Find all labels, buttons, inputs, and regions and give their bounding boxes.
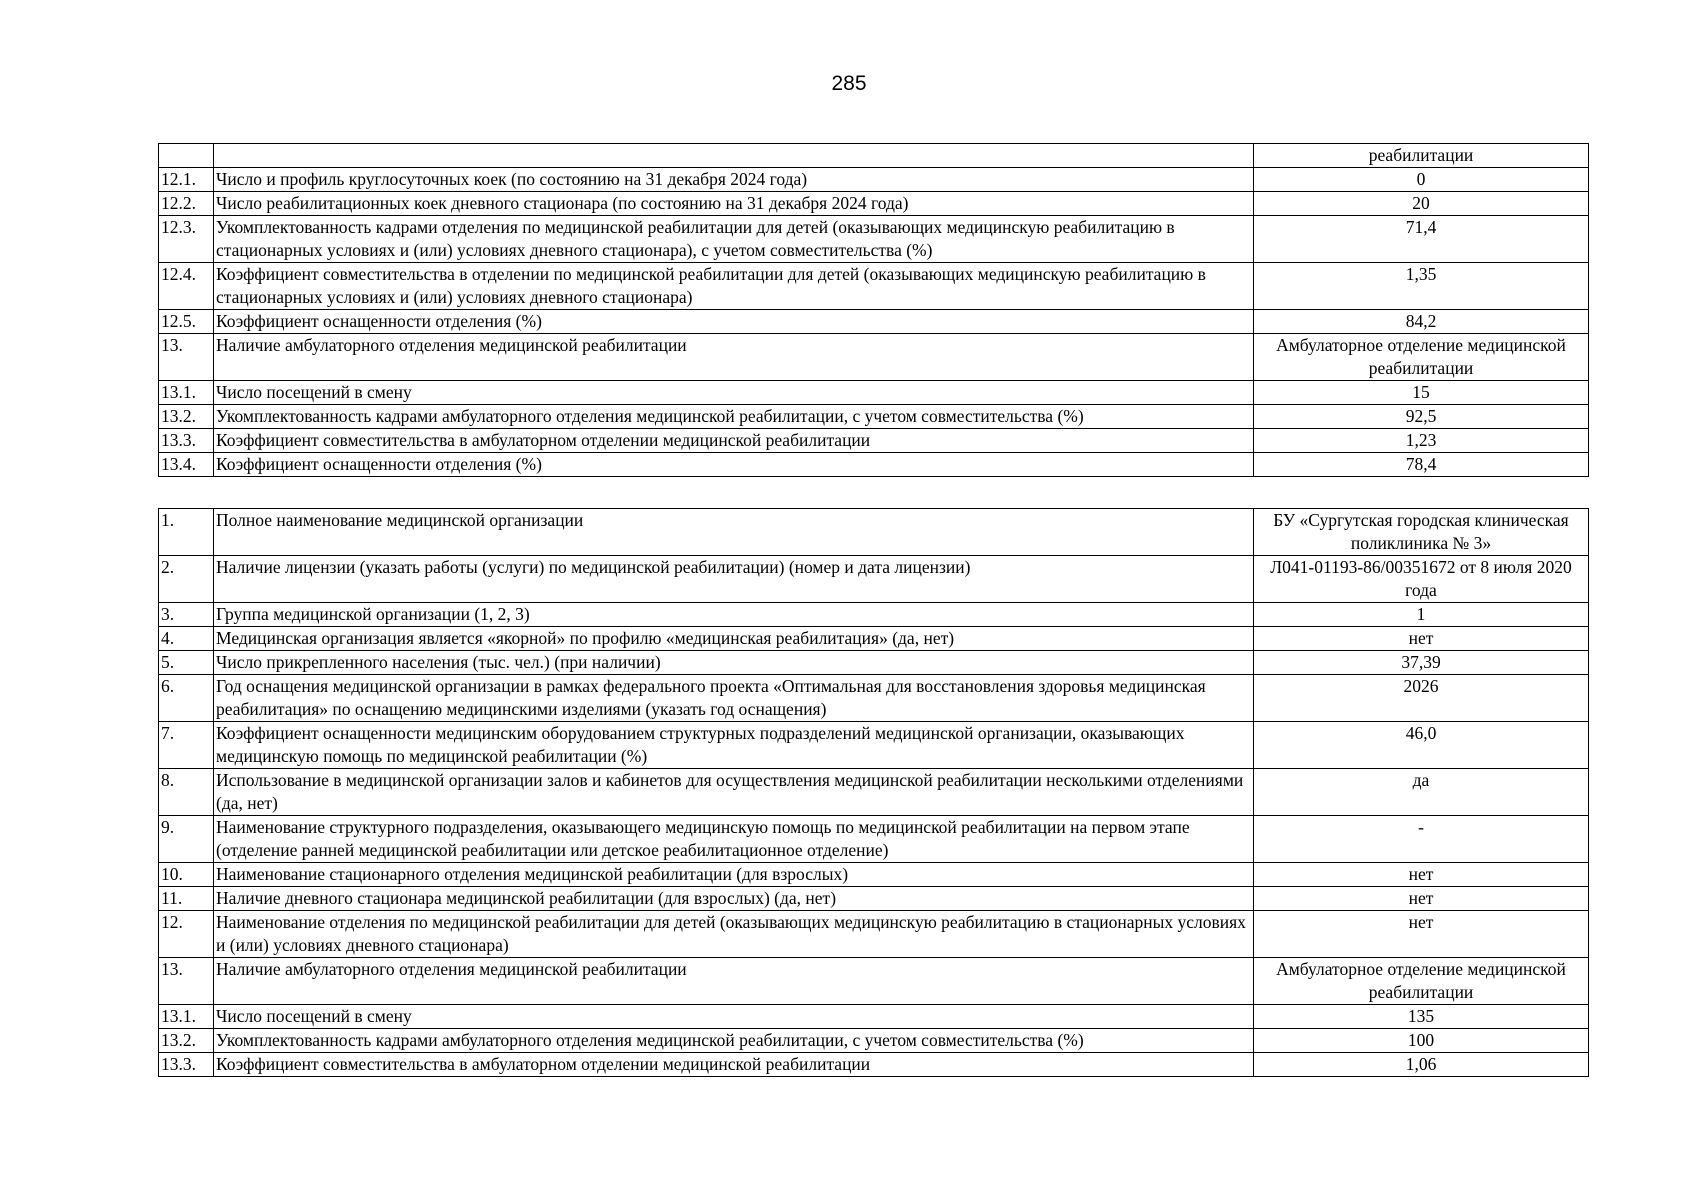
table-row xyxy=(159,675,1589,722)
table-row xyxy=(159,144,1589,168)
table-row xyxy=(159,887,1589,911)
row-description xyxy=(214,144,1254,168)
row-value: 0 xyxy=(1254,168,1589,192)
row-value: 15 xyxy=(1254,381,1589,405)
row-description: Наименование структурного подразделения, оказывающего медицинскую помощь по медицинской реабилитации на первом этапе (отделение ранней медицинской реабилитации или детское реабилитационное отделение) xyxy=(214,816,1254,863)
table-row xyxy=(159,216,1589,263)
table-row xyxy=(159,168,1589,192)
organization-rehab-table xyxy=(158,508,1589,1077)
table-row xyxy=(159,722,1589,769)
row-number: 13.2. xyxy=(159,405,214,429)
table-row xyxy=(159,769,1589,816)
row-number: 12.3. xyxy=(159,216,214,263)
row-description: Укомплектованность кадрами амбулаторного отделения медицинской реабилитации, с учетом совместительства (%) xyxy=(214,1029,1254,1053)
row-value: 37,39 xyxy=(1254,651,1589,675)
row-description: Укомплектованность кадрами амбулаторного отделения медицинской реабилитации, с учетом совместительства (%) xyxy=(214,405,1254,429)
row-value: БУ «Сургутская городская клиническая поликлиника № 3» xyxy=(1254,509,1589,556)
table-row xyxy=(159,381,1589,405)
row-value: нет xyxy=(1254,911,1589,958)
row-value: 78,4 xyxy=(1254,453,1589,477)
table-row xyxy=(159,816,1589,863)
row-number: 13.3. xyxy=(159,429,214,453)
row-description: Число и профиль круглосуточных коек (по состоянию на 31 декабря 2024 года) xyxy=(214,168,1254,192)
row-description: Наименование отделения по медицинской реабилитации для детей (оказывающих медицинскую реабилитацию в стационарных условиях и (или) условиях дневного стационара) xyxy=(214,911,1254,958)
row-number: 12.4. xyxy=(159,263,214,310)
row-description: Использование в медицинской организации залов и кабинетов для осуществления медицинской реабилитации несколькими отделениями (да, нет) xyxy=(214,769,1254,816)
rehab-indicators-table-continued xyxy=(158,143,1589,477)
row-value: нет xyxy=(1254,887,1589,911)
row-description: Число посещений в смену xyxy=(214,1005,1254,1029)
row-value: 135 xyxy=(1254,1005,1589,1029)
row-value: 1,06 xyxy=(1254,1053,1589,1077)
row-value: Амбулаторное отделение медицинской реабилитации xyxy=(1254,958,1589,1005)
row-value: нет xyxy=(1254,863,1589,887)
row-description: Наличие дневного стационара медицинской реабилитации (для взрослых) (да, нет) xyxy=(214,887,1254,911)
row-description: Наименование стационарного отделения медицинской реабилитации (для взрослых) xyxy=(214,863,1254,887)
row-value: 92,5 xyxy=(1254,405,1589,429)
row-value: Л041-01193-86/00351672 от 8 июля 2020 года xyxy=(1254,556,1589,603)
row-number: 13. xyxy=(159,958,214,1005)
row-description: Коэффициент совместительства в отделении по медицинской реабилитации для детей (оказывающих медицинскую реабилитацию в стационарных условиях и (или) условиях дневного стационара) xyxy=(214,263,1254,310)
row-number: 13.4. xyxy=(159,453,214,477)
table-row xyxy=(159,958,1589,1005)
row-value: 2026 xyxy=(1254,675,1589,722)
row-number: 13.3. xyxy=(159,1053,214,1077)
row-number: 13.1. xyxy=(159,381,214,405)
table-row xyxy=(159,310,1589,334)
table-row xyxy=(159,556,1589,603)
row-number: 13.2. xyxy=(159,1029,214,1053)
row-value: 1,35 xyxy=(1254,263,1589,310)
row-value: Амбулаторное отделение медицинской реабилитации xyxy=(1254,334,1589,381)
row-number: 3. xyxy=(159,603,214,627)
row-description: Число посещений в смену xyxy=(214,381,1254,405)
row-description: Полное наименование медицинской организации xyxy=(214,509,1254,556)
row-description: Коэффициент оснащенности медицинским оборудованием структурных подразделений медицинской организации, оказывающих медицинскую помощь по медицинской реабилитации (%) xyxy=(214,722,1254,769)
table-row xyxy=(159,334,1589,381)
page-number: 285 xyxy=(831,72,867,95)
table-row xyxy=(159,405,1589,429)
row-description: Число прикрепленного населения (тыс. чел.) (при наличии) xyxy=(214,651,1254,675)
row-number: 7. xyxy=(159,722,214,769)
row-number: 5. xyxy=(159,651,214,675)
row-value: 1,23 xyxy=(1254,429,1589,453)
row-number: 13. xyxy=(159,334,214,381)
row-description: Коэффициент совместительства в амбулаторном отделении медицинской реабилитации xyxy=(214,429,1254,453)
row-description: Год оснащения медицинской организации в рамках федерального проекта «Оптимальная для восстановления здоровья медицинская реабилитация» по оснащению медицинскими изделиями (указать год оснащения) xyxy=(214,675,1254,722)
row-number: 10. xyxy=(159,863,214,887)
row-number: 11. xyxy=(159,887,214,911)
row-number: 12. xyxy=(159,911,214,958)
row-number: 1. xyxy=(159,509,214,556)
row-description: Коэффициент оснащенности отделения (%) xyxy=(214,310,1254,334)
row-number: 12.1. xyxy=(159,168,214,192)
row-value: 100 xyxy=(1254,1029,1589,1053)
table-row xyxy=(159,627,1589,651)
table-row xyxy=(159,509,1589,556)
row-description: Группа медицинской организации (1, 2, 3) xyxy=(214,603,1254,627)
row-description: Медицинская организация является «якорной» по профилю «медицинская реабилитация» (да, нет) xyxy=(214,627,1254,651)
row-value: реабилитации xyxy=(1254,144,1589,168)
row-value: да xyxy=(1254,769,1589,816)
table-row xyxy=(159,863,1589,887)
table-row xyxy=(159,429,1589,453)
row-number: 4. xyxy=(159,627,214,651)
row-value: - xyxy=(1254,816,1589,863)
row-value: 1 xyxy=(1254,603,1589,627)
table-row xyxy=(159,263,1589,310)
table-row xyxy=(159,651,1589,675)
row-value: 84,2 xyxy=(1254,310,1589,334)
table-row xyxy=(159,1005,1589,1029)
row-value: нет xyxy=(1254,627,1589,651)
table-row xyxy=(159,1029,1589,1053)
row-value: 20 xyxy=(1254,192,1589,216)
row-description: Укомплектованность кадрами отделения по медицинской реабилитации для детей (оказывающих медицинскую реабилитацию в стационарных условиях и (или) условиях дневного стационара), с учетом совместительства (%) xyxy=(214,216,1254,263)
row-description: Коэффициент совместительства в амбулаторном отделении медицинской реабилитации xyxy=(214,1053,1254,1077)
row-number: 9. xyxy=(159,816,214,863)
table-body xyxy=(159,144,1589,477)
table-row xyxy=(159,453,1589,477)
row-value: 46,0 xyxy=(1254,722,1589,769)
row-value: 71,4 xyxy=(1254,216,1589,263)
table-row xyxy=(159,911,1589,958)
table-row xyxy=(159,192,1589,216)
row-number: 2. xyxy=(159,556,214,603)
row-number: 6. xyxy=(159,675,214,722)
row-number: 13.1. xyxy=(159,1005,214,1029)
row-number: 8. xyxy=(159,769,214,816)
row-description: Наличие лицензии (указать работы (услуги) по медицинской реабилитации) (номер и дата лицензии) xyxy=(214,556,1254,603)
table-row xyxy=(159,1053,1589,1077)
row-description: Коэффициент оснащенности отделения (%) xyxy=(214,453,1254,477)
row-number: 12.2. xyxy=(159,192,214,216)
table-body xyxy=(159,509,1589,1077)
table-row xyxy=(159,603,1589,627)
row-description: Наличие амбулаторного отделения медицинской реабилитации xyxy=(214,334,1254,381)
row-description: Наличие амбулаторного отделения медицинской реабилитации xyxy=(214,958,1254,1005)
row-number: 12.5. xyxy=(159,310,214,334)
row-number xyxy=(159,144,214,168)
row-description: Число реабилитационных коек дневного стационара (по состоянию на 31 декабря 2024 года) xyxy=(214,192,1254,216)
